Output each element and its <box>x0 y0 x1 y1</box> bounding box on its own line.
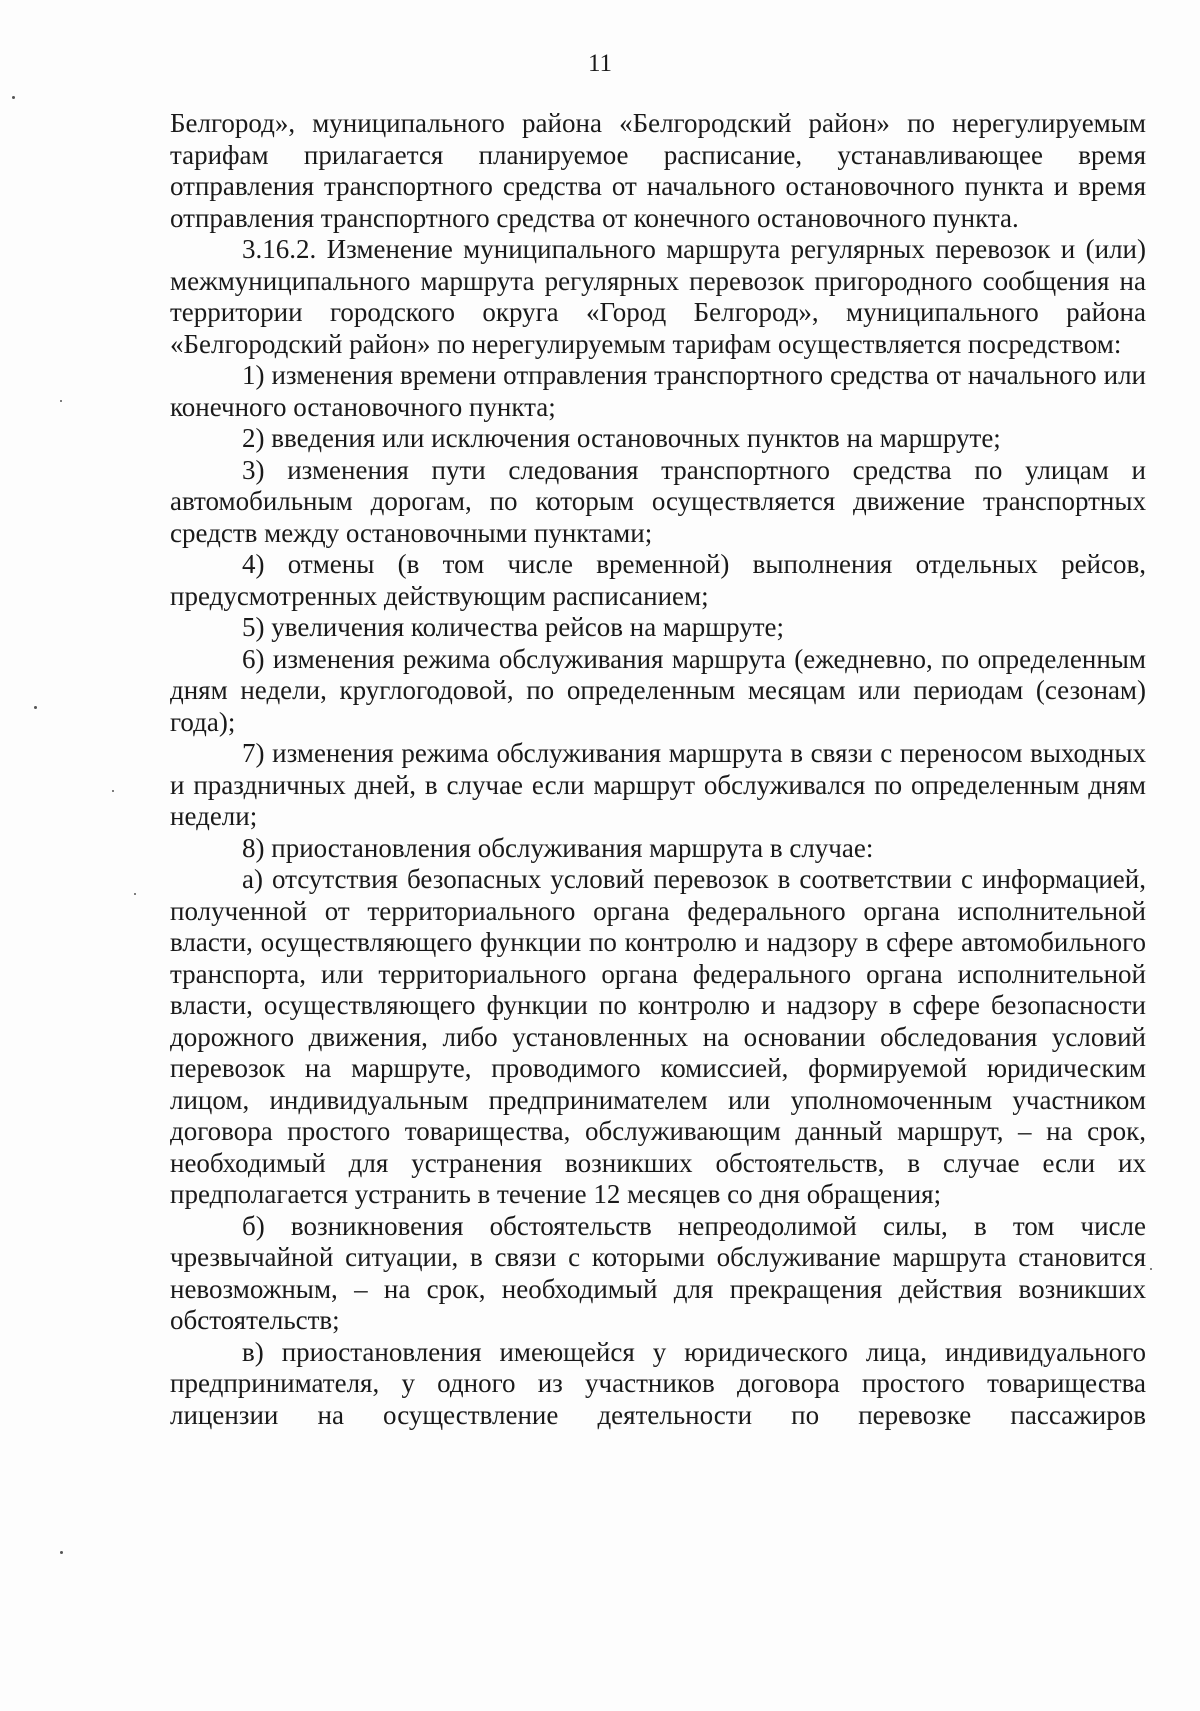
paragraph-continuation: Белгород», муниципального района «Белгородский район» по нерегулируемым тарифам прилагается планируемое расписание, устанавливающее время отправления транспортного средства от начального остановочного пункта и время отправления транспортного средства от конечного остановочного пункта. <box>170 108 1146 233</box>
document-body <box>170 108 1146 1431</box>
scan-speck <box>134 893 136 895</box>
sub-item-a: а) отсутствия безопасных условий перевозок в соответствии с информацией, полученной от территориального органа федерального органа исполнительной власти, осуществляющего функции по контролю и надзору в сфере автомобильного транспорта, или территориального органа федерального органа исполнительной власти, осуществляющего функции по контролю и надзору в сфере безопасности дорожного движения, либо установленных на основании обследования условий перевозок на маршруте, проводимого комиссией, формируемой юридическим лицом, индивидуальным предпринимателем или уполномоченным участником договора простого товарищества, обслуживающим данный маршрут, – на срок, необходимый для устранения возникших обстоятельств, в случае если их предполагается устранить в течение 12 месяцев со дня обращения; <box>170 864 1146 1209</box>
list-item-6: 6) изменения режима обслуживания маршрута (ежедневно, по определенным дням недели, круглогодовой, по определенным месяцам или периодам (сезонам) года); <box>170 643 1146 737</box>
scan-speck <box>12 96 15 99</box>
sub-item-v: в) приостановления имеющейся у юридического лица, индивидуального предпринимателя, у одного из участников договора простого товарищества лицензии на осуществление деятельности по перевозке пассажиров <box>170 1336 1146 1430</box>
scan-speck <box>60 400 62 402</box>
paragraph-clause-3-16-2: 3.16.2. Изменение муниципального маршрута регулярных перевозок и (или) межмуниципального маршрута регулярных перевозок пригородного сообщения на территории городского округа «Город Белгород», муниципального района «Белгородский район» по нерегулируемым тарифам осуществляется посредством: <box>170 234 1146 359</box>
sub-item-b: б) возникновения обстоятельств непреодолимой силы, в том числе чрезвычайной ситуации, в связи с которыми обслуживание маршрута становится невозможным, – на срок, необходимый для прекращения действия возникших обстоятельств; <box>170 1210 1146 1335</box>
scan-speck <box>1150 1268 1152 1270</box>
scan-speck <box>34 706 37 709</box>
scan-speck <box>60 1551 63 1554</box>
list-item-2: 2) введения или исключения остановочных пунктов на маршруте; <box>242 423 1001 453</box>
list-item-4: 4) отмены (в том числе временной) выполнения отдельных рейсов, предусмотренных действующим расписанием; <box>170 549 1146 611</box>
scan-speck <box>112 790 114 792</box>
list-item-8: 8) приостановления обслуживания маршрута в случае: <box>242 832 874 863</box>
list-item-5: 5) увеличения количества рейсов на маршруте; <box>242 612 785 642</box>
list-item-7: 7) изменения режима обслуживания маршрута в связи с переносом выходных и праздничных дней, в случае если маршрут обслуживался по определенным дням недели; <box>170 738 1146 831</box>
page-number: 11 <box>587 50 613 77</box>
list-item-3: 3) изменения пути следования транспортного средства по улицам и автомобильным дорогам, по которым осуществляется движение транспортных средств между остановочными пунктами; <box>170 454 1146 548</box>
list-item-1: 1) изменения времени отправления транспортного средства от начального или конечного остановочного пункта; <box>170 360 1146 422</box>
